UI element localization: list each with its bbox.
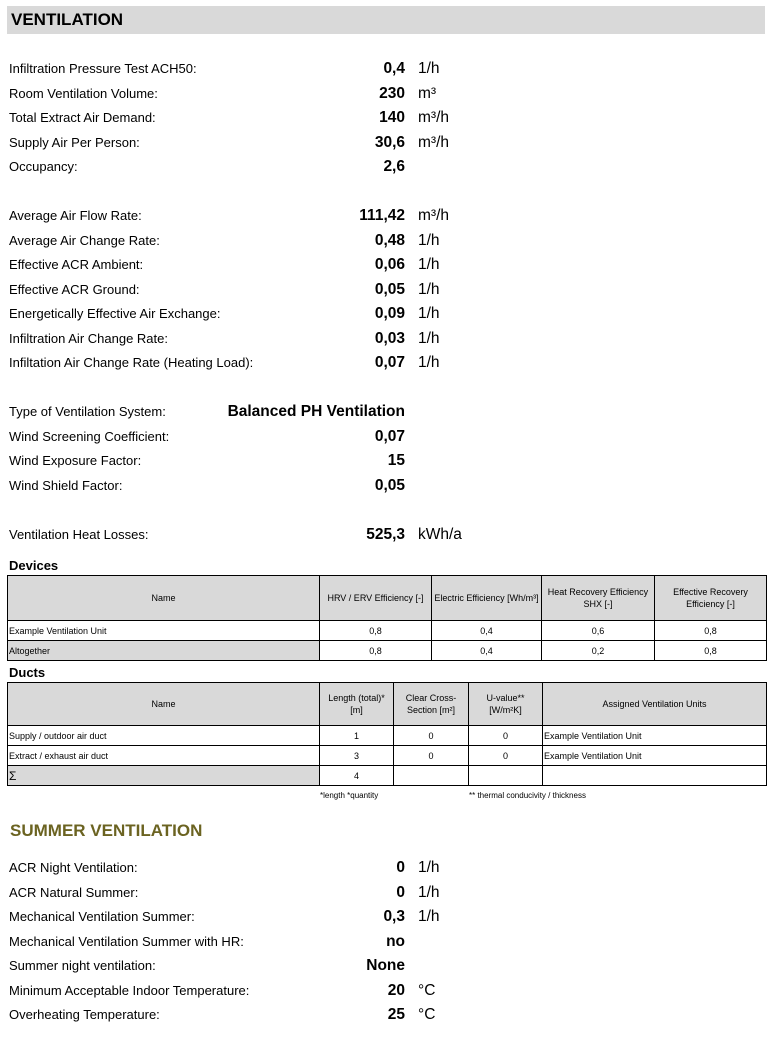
summer-title: SUMMER VENTILATION xyxy=(10,821,203,840)
param-row xyxy=(9,254,769,278)
param-row xyxy=(9,279,769,303)
param-row xyxy=(9,328,769,352)
param-value: 0,06 xyxy=(374,256,405,273)
param-row xyxy=(9,1004,769,1028)
param-row xyxy=(9,906,769,930)
param-label: Average Air Flow Rate: xyxy=(9,208,142,223)
param-unit: m³/h xyxy=(418,134,449,151)
param-label: Total Extract Air Demand: xyxy=(9,110,156,125)
param-label: Wind Screening Coefficient: xyxy=(9,429,170,444)
param-value: 140 xyxy=(379,109,405,126)
param-unit: 1/h xyxy=(418,232,440,249)
param-unit: 1/h xyxy=(418,60,440,77)
param-label: Supply Air Per Person: xyxy=(9,135,140,150)
table-cell: 0,8 xyxy=(655,641,767,661)
table-cell: 0 xyxy=(394,746,469,766)
param-value: no xyxy=(386,933,405,950)
param-row xyxy=(9,352,769,376)
param-value: 0,05 xyxy=(374,477,405,494)
u-value-footnote: ** thermal conducivity / thickness xyxy=(469,791,586,800)
column-header: Name xyxy=(8,683,320,726)
param-value: 0,4 xyxy=(383,60,405,77)
table-cell: Example Ventilation Unit xyxy=(8,621,320,641)
param-row xyxy=(9,475,769,499)
param-label: Wind Exposure Factor: xyxy=(9,453,142,468)
param-unit: 1/h xyxy=(418,256,440,273)
param-value: 15 xyxy=(387,452,405,469)
param-value: 0,05 xyxy=(374,281,405,298)
column-header: Electric Efficiency [Wh/m³] xyxy=(432,576,542,621)
param-row xyxy=(9,524,769,548)
param-label: Average Air Change Rate: xyxy=(9,233,160,248)
param-value: 0,07 xyxy=(374,428,405,445)
param-row xyxy=(9,931,769,955)
param-label: Infiltration Pressure Test ACH50: xyxy=(9,61,197,76)
param-row xyxy=(9,132,769,156)
param-unit: 1/h xyxy=(418,859,440,876)
table-row xyxy=(8,766,767,786)
param-value: 0,48 xyxy=(374,232,405,249)
table-row xyxy=(8,621,767,641)
column-header: Length (total)* [m] xyxy=(320,683,394,726)
param-label: Occupancy: xyxy=(9,159,78,174)
param-label: Infiltation Air Change Rate (Heating Load): xyxy=(9,355,254,370)
param-label: Type of Ventilation System: xyxy=(9,404,166,419)
param-row xyxy=(9,980,769,1004)
param-unit: 1/h xyxy=(418,908,440,925)
param-label: Summer night ventilation: xyxy=(9,958,156,973)
param-row xyxy=(9,426,769,450)
param-row xyxy=(9,882,769,906)
param-label: ACR Natural Summer: xyxy=(9,885,139,900)
table-cell xyxy=(394,766,469,786)
devices-title: Devices xyxy=(9,558,59,573)
table-cell xyxy=(469,766,543,786)
table-row xyxy=(8,641,767,661)
param-label: Ventilation Heat Losses: xyxy=(9,527,149,542)
param-row xyxy=(9,205,769,229)
param-row xyxy=(9,401,769,425)
length-footnote: *length *quantity xyxy=(320,791,379,800)
param-label: Mechanical Ventilation Summer: xyxy=(9,909,195,924)
param-value: 30,6 xyxy=(374,134,405,151)
param-label: Wind Shield Factor: xyxy=(9,478,123,493)
page-title: VENTILATION xyxy=(11,10,124,29)
param-value: 0,07 xyxy=(374,354,405,371)
table-cell: 3 xyxy=(320,746,394,766)
param-row xyxy=(9,107,769,131)
devices-table xyxy=(7,575,767,661)
param-value: 111,42 xyxy=(359,207,405,224)
param-value: 0,03 xyxy=(374,330,405,347)
ducts-table xyxy=(7,682,767,786)
param-unit: 1/h xyxy=(418,305,440,322)
param-value: 25 xyxy=(387,1006,405,1023)
param-unit: 1/h xyxy=(418,884,440,901)
param-value: 230 xyxy=(379,85,405,102)
param-row xyxy=(9,83,769,107)
param-value: 0 xyxy=(396,884,405,901)
param-value: None xyxy=(366,957,405,974)
table-cell: Supply / outdoor air duct xyxy=(8,726,320,746)
param-unit: m³/h xyxy=(418,207,449,224)
param-label: Minimum Acceptable Indoor Temperature: xyxy=(9,983,250,998)
table-cell: 0,8 xyxy=(320,641,432,661)
table-cell: Altogether xyxy=(8,641,320,661)
param-label: Mechanical Ventilation Summer with HR: xyxy=(9,934,244,949)
param-value: 0,09 xyxy=(374,305,405,322)
param-row xyxy=(9,955,769,979)
table-cell: 1 xyxy=(320,726,394,746)
table-cell: 0,4 xyxy=(432,641,542,661)
table-cell: 0,6 xyxy=(542,621,655,641)
table-cell: Example Ventilation Unit xyxy=(543,726,767,746)
table-cell: 0 xyxy=(469,726,543,746)
param-unit: °C xyxy=(418,982,436,999)
table-cell: Extract / exhaust air duct xyxy=(8,746,320,766)
param-label: Effective ACR Ambient: xyxy=(9,257,144,272)
table-row xyxy=(8,726,767,746)
param-label: ACR Night Ventilation: xyxy=(9,860,138,875)
param-value: 0 xyxy=(396,859,405,876)
table-header-row xyxy=(8,576,767,621)
param-value: 525,3 xyxy=(366,526,405,543)
param-unit: 1/h xyxy=(418,281,440,298)
ducts-title: Ducts xyxy=(9,665,46,680)
param-value: Balanced PH Ventilation xyxy=(227,403,405,420)
param-label: Effective ACR Ground: xyxy=(9,282,140,297)
param-label: Infiltration Air Change Rate: xyxy=(9,331,168,346)
param-row xyxy=(9,58,769,82)
param-unit: kWh/a xyxy=(418,526,462,543)
column-header: Heat Recovery Efficiency SHX [-] xyxy=(542,576,655,621)
table-cell: Example Ventilation Unit xyxy=(543,746,767,766)
table-header-row xyxy=(8,683,767,726)
param-unit: m³/h xyxy=(418,109,449,126)
table-cell: 4 xyxy=(320,766,394,786)
param-row xyxy=(9,230,769,254)
table-cell: 0,8 xyxy=(320,621,432,641)
param-label: Room Ventilation Volume: xyxy=(9,86,158,101)
param-unit: 1/h xyxy=(418,354,440,371)
table-cell: 0,4 xyxy=(432,621,542,641)
param-value: 20 xyxy=(387,982,405,999)
column-header: Name xyxy=(8,576,320,621)
table-cell: 0,2 xyxy=(542,641,655,661)
table-row xyxy=(8,746,767,766)
table-cell: 0,8 xyxy=(655,621,767,641)
param-row xyxy=(9,857,769,881)
column-header: HRV / ERV Efficiency [-] xyxy=(320,576,432,621)
table-cell: 0 xyxy=(469,746,543,766)
param-unit: 1/h xyxy=(418,330,440,347)
param-value: 0,3 xyxy=(383,908,405,925)
param-unit: °C xyxy=(418,1006,436,1023)
param-value: 2,6 xyxy=(383,158,405,175)
param-row xyxy=(9,303,769,327)
section-header xyxy=(7,6,765,34)
param-unit: m³ xyxy=(418,85,437,102)
sum-cell: Σ xyxy=(8,766,320,786)
param-row xyxy=(9,156,769,180)
param-label: Energetically Effective Air Exchange: xyxy=(9,306,221,321)
param-label: Overheating Temperature: xyxy=(9,1007,160,1022)
param-row xyxy=(9,450,769,474)
column-header: U-value** [W/m²K] xyxy=(469,683,543,726)
column-header: Effective Recovery Efficiency [-] xyxy=(655,576,767,621)
column-header: Assigned Ventilation Units xyxy=(543,683,767,726)
table-cell xyxy=(543,766,767,786)
column-header: Clear Cross-Section [m²] xyxy=(394,683,469,726)
table-cell: 0 xyxy=(394,726,469,746)
